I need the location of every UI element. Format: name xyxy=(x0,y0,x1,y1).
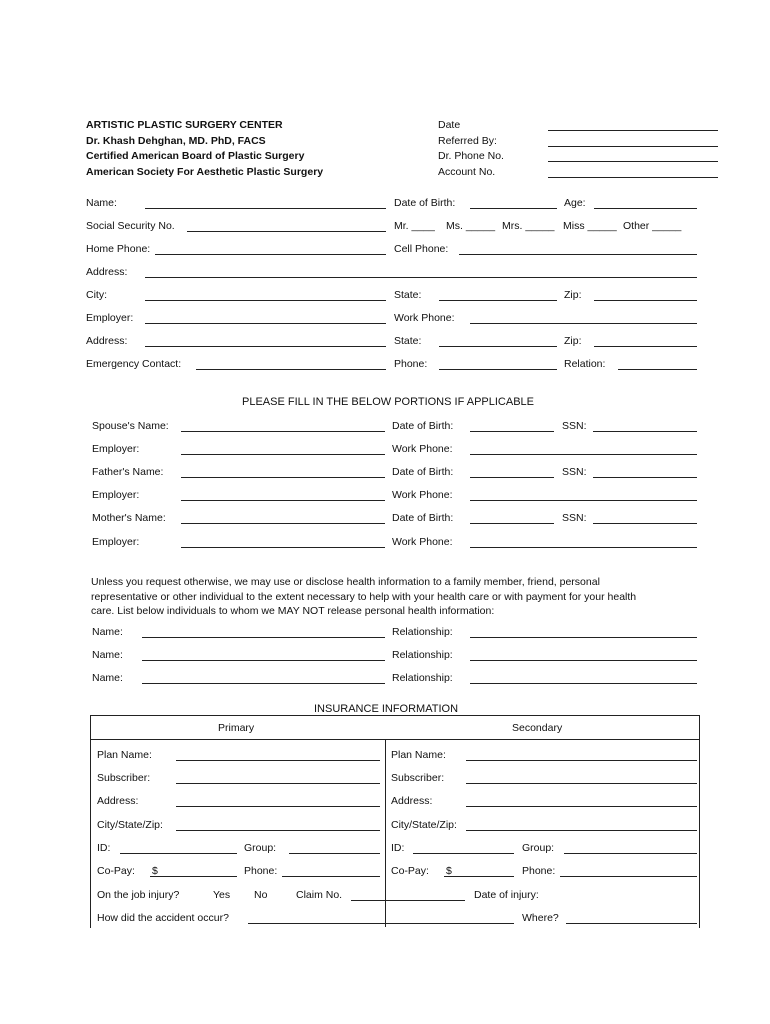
primary-plan-name-field[interactable] xyxy=(176,760,380,761)
name-label: Name: xyxy=(86,197,117,209)
secondary-address-field[interactable] xyxy=(466,806,697,807)
employer-address-field[interactable] xyxy=(145,346,386,347)
primary-city-state-zip-field[interactable] xyxy=(176,830,380,831)
mother-employer-field[interactable] xyxy=(181,547,385,548)
mother-employer-label: Employer: xyxy=(92,536,140,548)
on-job-injury-no[interactable]: No xyxy=(254,889,268,901)
secondary-plan-name-field[interactable] xyxy=(466,760,697,761)
primary-id-field[interactable] xyxy=(120,853,237,854)
mother-work-phone-label: Work Phone: xyxy=(392,536,453,548)
restricted-name-label-1: Name: xyxy=(92,626,123,638)
mother-dob-label: Date of Birth: xyxy=(392,512,454,524)
primary-id-label: ID: xyxy=(97,842,111,854)
dob-label: Date of Birth: xyxy=(394,197,456,209)
cell-phone-field[interactable] xyxy=(459,254,697,255)
doctor-name: Dr. Khash Dehghan, MD. PhD, FACS xyxy=(86,135,266,147)
on-job-injury-label: On the job injury? xyxy=(97,889,180,901)
insurance-header-divider xyxy=(90,739,699,740)
emergency-phone-label: Phone: xyxy=(394,358,428,370)
title-ms[interactable]: Ms. _____ xyxy=(446,220,496,232)
disclosure-paragraph: Unless you request otherwise, we may use or disclose health information to a family member, friend, personal representative or other individual to the extent necessary to help with your health care or with payment for your health care. List below individuals to whom we MAY NOT release personal health information: xyxy=(91,576,637,617)
father-dob-label: Date of Birth: xyxy=(392,466,454,478)
dr-phone-field[interactable] xyxy=(548,161,718,162)
secondary-city-state-zip-label: City/State/Zip: xyxy=(391,819,457,831)
spouse-work-phone-field[interactable] xyxy=(470,454,697,455)
referred-by-field[interactable] xyxy=(548,146,718,147)
accident-description-field[interactable] xyxy=(248,923,514,924)
relationship-label-1: Relationship: xyxy=(392,626,453,638)
secondary-dollar-sign: $ xyxy=(446,865,452,877)
mother-name-field[interactable] xyxy=(181,523,385,524)
insurance-column-divider xyxy=(385,739,386,927)
relationship-label-3: Relationship: xyxy=(392,672,453,684)
claim-no-label: Claim No. xyxy=(296,889,343,901)
account-no-label: Account No. xyxy=(438,166,496,178)
primary-subscriber-field[interactable] xyxy=(176,783,380,784)
insurance-heading: INSURANCE INFORMATION xyxy=(314,703,459,715)
secondary-group-field[interactable] xyxy=(564,853,697,854)
relationship-field-2[interactable] xyxy=(470,660,697,661)
city-field[interactable] xyxy=(145,300,386,301)
employer-label: Employer: xyxy=(86,312,134,324)
relationship-field-3[interactable] xyxy=(470,683,697,684)
employer-address-label: Address: xyxy=(86,335,128,347)
date-of-injury-label: Date of injury: xyxy=(474,889,539,901)
society-membership: American Society For Aesthetic Plastic Surgery xyxy=(86,166,324,178)
restricted-name-field-1[interactable] xyxy=(142,637,385,638)
home-phone-label: Home Phone: xyxy=(86,243,151,255)
father-ssn-field[interactable] xyxy=(593,477,697,478)
father-employer-label: Employer: xyxy=(92,489,140,501)
secondary-city-state-zip-field[interactable] xyxy=(466,830,697,831)
primary-group-field[interactable] xyxy=(289,853,380,854)
relation-field[interactable] xyxy=(618,369,697,370)
title-mr[interactable]: Mr. ____ xyxy=(394,220,435,232)
spouse-work-phone-label: Work Phone: xyxy=(392,443,453,455)
emergency-contact-field[interactable] xyxy=(196,369,386,370)
secondary-subscriber-label: Subscriber: xyxy=(391,772,445,784)
secondary-phone-field[interactable] xyxy=(560,876,697,877)
where-field[interactable] xyxy=(566,923,697,924)
state-label: State: xyxy=(394,289,422,301)
zip-label: Zip: xyxy=(564,289,582,301)
state-field[interactable] xyxy=(439,300,557,301)
secondary-group-label: Group: xyxy=(522,842,555,854)
employer-zip-field[interactable] xyxy=(594,346,697,347)
age-label: Age: xyxy=(564,197,586,209)
mother-name-label: Mother's Name: xyxy=(92,512,166,524)
secondary-plan-name-label: Plan Name: xyxy=(391,749,446,761)
primary-group-label: Group: xyxy=(244,842,277,854)
work-phone-field[interactable] xyxy=(470,323,697,324)
father-name-label: Father's Name: xyxy=(92,466,164,478)
spouse-name-label: Spouse's Name: xyxy=(92,420,169,432)
age-field[interactable] xyxy=(594,208,697,209)
relationship-label-2: Relationship: xyxy=(392,649,453,661)
father-name-field[interactable] xyxy=(181,477,385,478)
secondary-copay-field[interactable] xyxy=(444,876,514,877)
spouse-ssn-field[interactable] xyxy=(593,431,697,432)
on-job-injury-yes[interactable]: Yes xyxy=(213,889,231,901)
practice-name: ARTISTIC PLASTIC SURGERY CENTER xyxy=(86,119,283,131)
title-miss[interactable]: Miss _____ xyxy=(563,220,617,232)
primary-address-label: Address: xyxy=(97,795,139,807)
mother-dob-field[interactable] xyxy=(470,523,554,524)
father-dob-field[interactable] xyxy=(470,477,554,478)
employer-zip-label: Zip: xyxy=(564,335,582,347)
board-certification: Certified American Board of Plastic Surgery xyxy=(86,150,305,162)
emergency-phone-field[interactable] xyxy=(439,369,557,370)
city-label: City: xyxy=(86,289,107,301)
mother-ssn-field[interactable] xyxy=(593,523,697,524)
primary-address-field[interactable] xyxy=(176,806,380,807)
spouse-dob-label: Date of Birth: xyxy=(392,420,454,432)
employer-field[interactable] xyxy=(145,323,386,324)
name-field[interactable] xyxy=(145,208,386,209)
emergency-contact-label: Emergency Contact: xyxy=(86,358,182,370)
relation-label: Relation: xyxy=(564,358,606,370)
referred-by-label: Referred By: xyxy=(438,135,497,147)
spouse-employer-field[interactable] xyxy=(181,454,385,455)
work-phone-label: Work Phone: xyxy=(394,312,455,324)
restricted-name-label-2: Name: xyxy=(92,649,123,661)
where-label: Where? xyxy=(522,912,559,924)
primary-subscriber-label: Subscriber: xyxy=(97,772,151,784)
date-field[interactable] xyxy=(548,130,718,131)
title-other[interactable]: Other _____ xyxy=(623,220,682,232)
accident-description-label: How did the accident occur? xyxy=(97,912,229,924)
mother-ssn-label: SSN: xyxy=(562,512,587,524)
dr-phone-label: Dr. Phone No. xyxy=(438,150,504,162)
spouse-name-field[interactable] xyxy=(181,431,385,432)
cell-phone-label: Cell Phone: xyxy=(394,243,449,255)
ssn-label: Social Security No. xyxy=(86,220,175,232)
dob-field[interactable] xyxy=(470,208,557,209)
ssn-field[interactable] xyxy=(187,231,386,232)
title-mrs[interactable]: Mrs. _____ xyxy=(502,220,555,232)
father-employer-field[interactable] xyxy=(181,500,385,501)
secondary-phone-label: Phone: xyxy=(522,865,556,877)
account-no-field[interactable] xyxy=(548,177,718,178)
employer-state-field[interactable] xyxy=(439,346,557,347)
secondary-id-field[interactable] xyxy=(413,853,514,854)
father-work-phone-label: Work Phone: xyxy=(392,489,453,501)
secondary-column-header: Secondary xyxy=(512,722,563,734)
secondary-id-label: ID: xyxy=(391,842,405,854)
date-label: Date xyxy=(438,119,461,131)
spouse-employer-label: Employer: xyxy=(92,443,140,455)
claim-no-field[interactable] xyxy=(351,900,465,901)
restricted-name-field-3[interactable] xyxy=(142,683,385,684)
address-field[interactable] xyxy=(145,277,697,278)
primary-phone-label: Phone: xyxy=(244,865,278,877)
restricted-name-label-3: Name: xyxy=(92,672,123,684)
primary-dollar-sign: $ xyxy=(152,865,158,877)
family-section-heading: PLEASE FILL IN THE BELOW PORTIONS IF APPLICABLE xyxy=(242,396,535,408)
father-work-phone-field[interactable] xyxy=(470,500,697,501)
spouse-dob-field[interactable] xyxy=(470,431,554,432)
restricted-name-field-2[interactable] xyxy=(142,660,385,661)
spouse-ssn-label: SSN: xyxy=(562,420,587,432)
primary-column-header: Primary xyxy=(218,722,255,734)
primary-phone-field[interactable] xyxy=(282,876,380,877)
primary-copay-field[interactable] xyxy=(150,876,237,877)
father-ssn-label: SSN: xyxy=(562,466,587,478)
primary-copay-label: Co-Pay: xyxy=(97,865,135,877)
address-label: Address: xyxy=(86,266,128,278)
employer-state-label: State: xyxy=(394,335,422,347)
secondary-copay-label: Co-Pay: xyxy=(391,865,429,877)
secondary-address-label: Address: xyxy=(391,795,433,807)
relationship-field-1[interactable] xyxy=(470,637,697,638)
primary-city-state-zip-label: City/State/Zip: xyxy=(97,819,163,831)
zip-field[interactable] xyxy=(594,300,697,301)
secondary-subscriber-field[interactable] xyxy=(466,783,697,784)
primary-plan-name-label: Plan Name: xyxy=(97,749,152,761)
home-phone-field[interactable] xyxy=(155,254,386,255)
mother-work-phone-field[interactable] xyxy=(470,547,697,548)
